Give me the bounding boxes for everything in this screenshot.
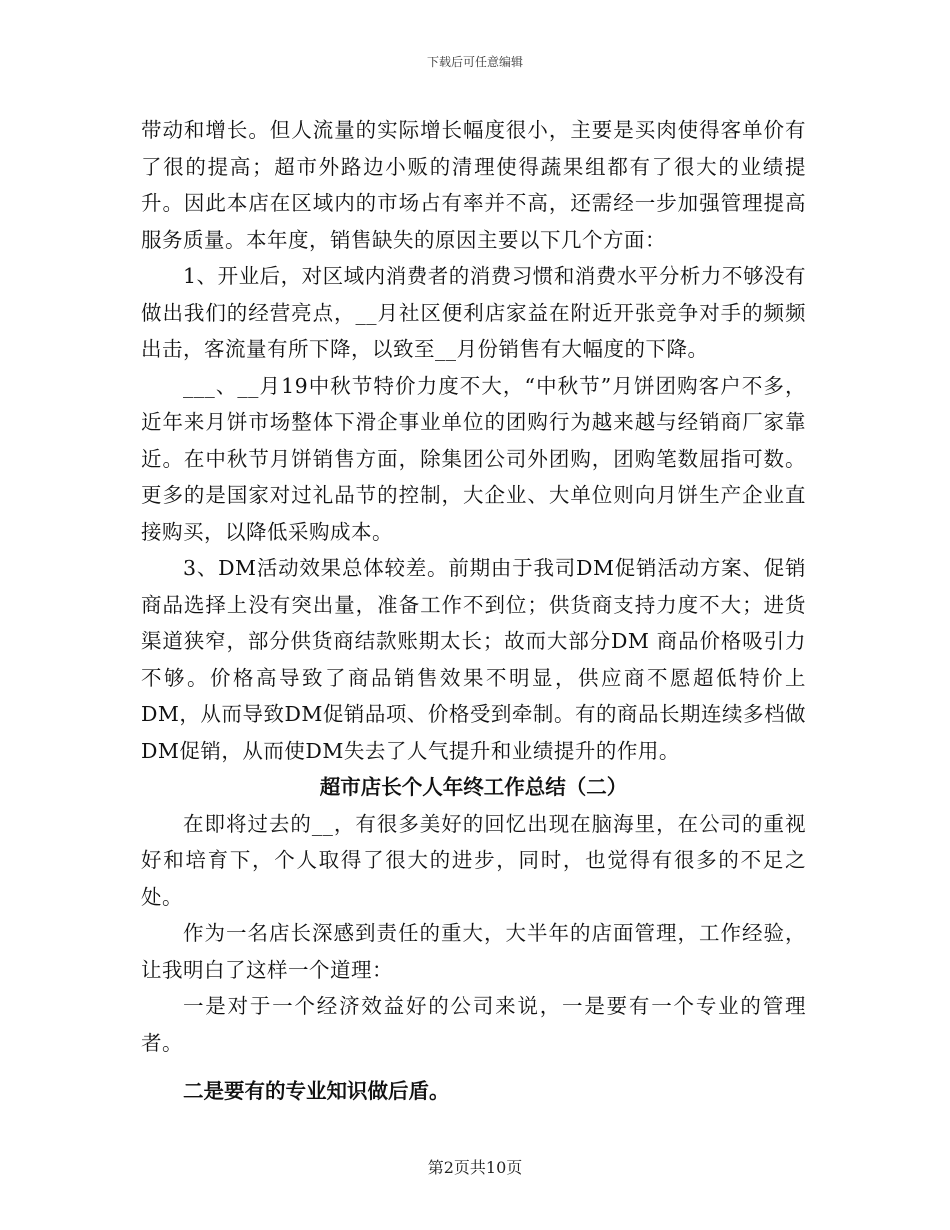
paragraph-continuation: 带动和增长。但人流量的实际增长幅度很小，主要是买肉使得客单价有了很的提高；超市外路边小贩的清理使得蔬果组都有了很大的业绩提升。因此本店在区域内的市场占有率并不高，还需经一步加强管理提高服务质量。本年度，销售缺失的原因主要以下几个方面： — [141, 118, 806, 252]
page-header: 下载后可任意编辑 — [426, 55, 523, 69]
page-footer: 第2页共10页 — [427, 1158, 523, 1177]
paragraph-point-3: 3、DM活动效果总体较差。前期由于我司DM促销活动方案、促销商品选择上没有突出量，准备工作不到位；供货商支持力度不大；进货渠道狭窄，部分供货商结款账期太长；故而大部分DM 商品价格吸引力不够。价格高导致了商品销售效果不明显，供应商不愿超低特价上DM，从而导致DM促销品项、价格受到牵制。有的商品长期连续多档做DM促销，从而使DM失去了人气提升和业绩提升的作用。 — [141, 556, 806, 763]
section-paragraph-responsibility: 作为一名店长深感到责任的重大，大半年的店面管理，工作经验，让我明白了这样一个道理： — [141, 921, 806, 982]
paragraph-point-1: 1、开业后，对区域内消费者的消费习惯和消费水平分析力不够没有做出我们的经营亮点，__月社区便利店家益在附近开张竞争对手的频频出击，客流量有所下降，以致至__月份销售有大幅度的下降。 — [141, 264, 806, 361]
paragraph-point-2: ___、__月19中秋节特价力度不大，“中秋节”月饼团购客户不多，近年来月饼市场整体下滑企事业单位的团购行为越来越与经销商厂家靠近。在中秋节月饼销售方面，除集团公司外团购，团购笔数屈指可数。更多的是国家对过礼品节的控制，大企业、大单位则向月饼生产企业直接购买，以降低采购成本。 — [141, 373, 806, 544]
section-paragraph-intro: 在即将过去的__，有很多美好的回忆出现在脑海里，在公司的重视好和培育下，个人取得了很大的进步，同时，也觉得有很多的不足之处。 — [141, 811, 806, 909]
section-title: 超市店长个人年终工作总结（二） — [319, 775, 628, 799]
section-bold-point-two: 二是要有的专业知识做后盾。 — [183, 1079, 450, 1103]
section-paragraph-point-one: 一是对于一个经济效益好的公司来说，一是要有一个专业的管理者。 — [141, 994, 806, 1055]
document-body — [141, 112, 806, 1110]
